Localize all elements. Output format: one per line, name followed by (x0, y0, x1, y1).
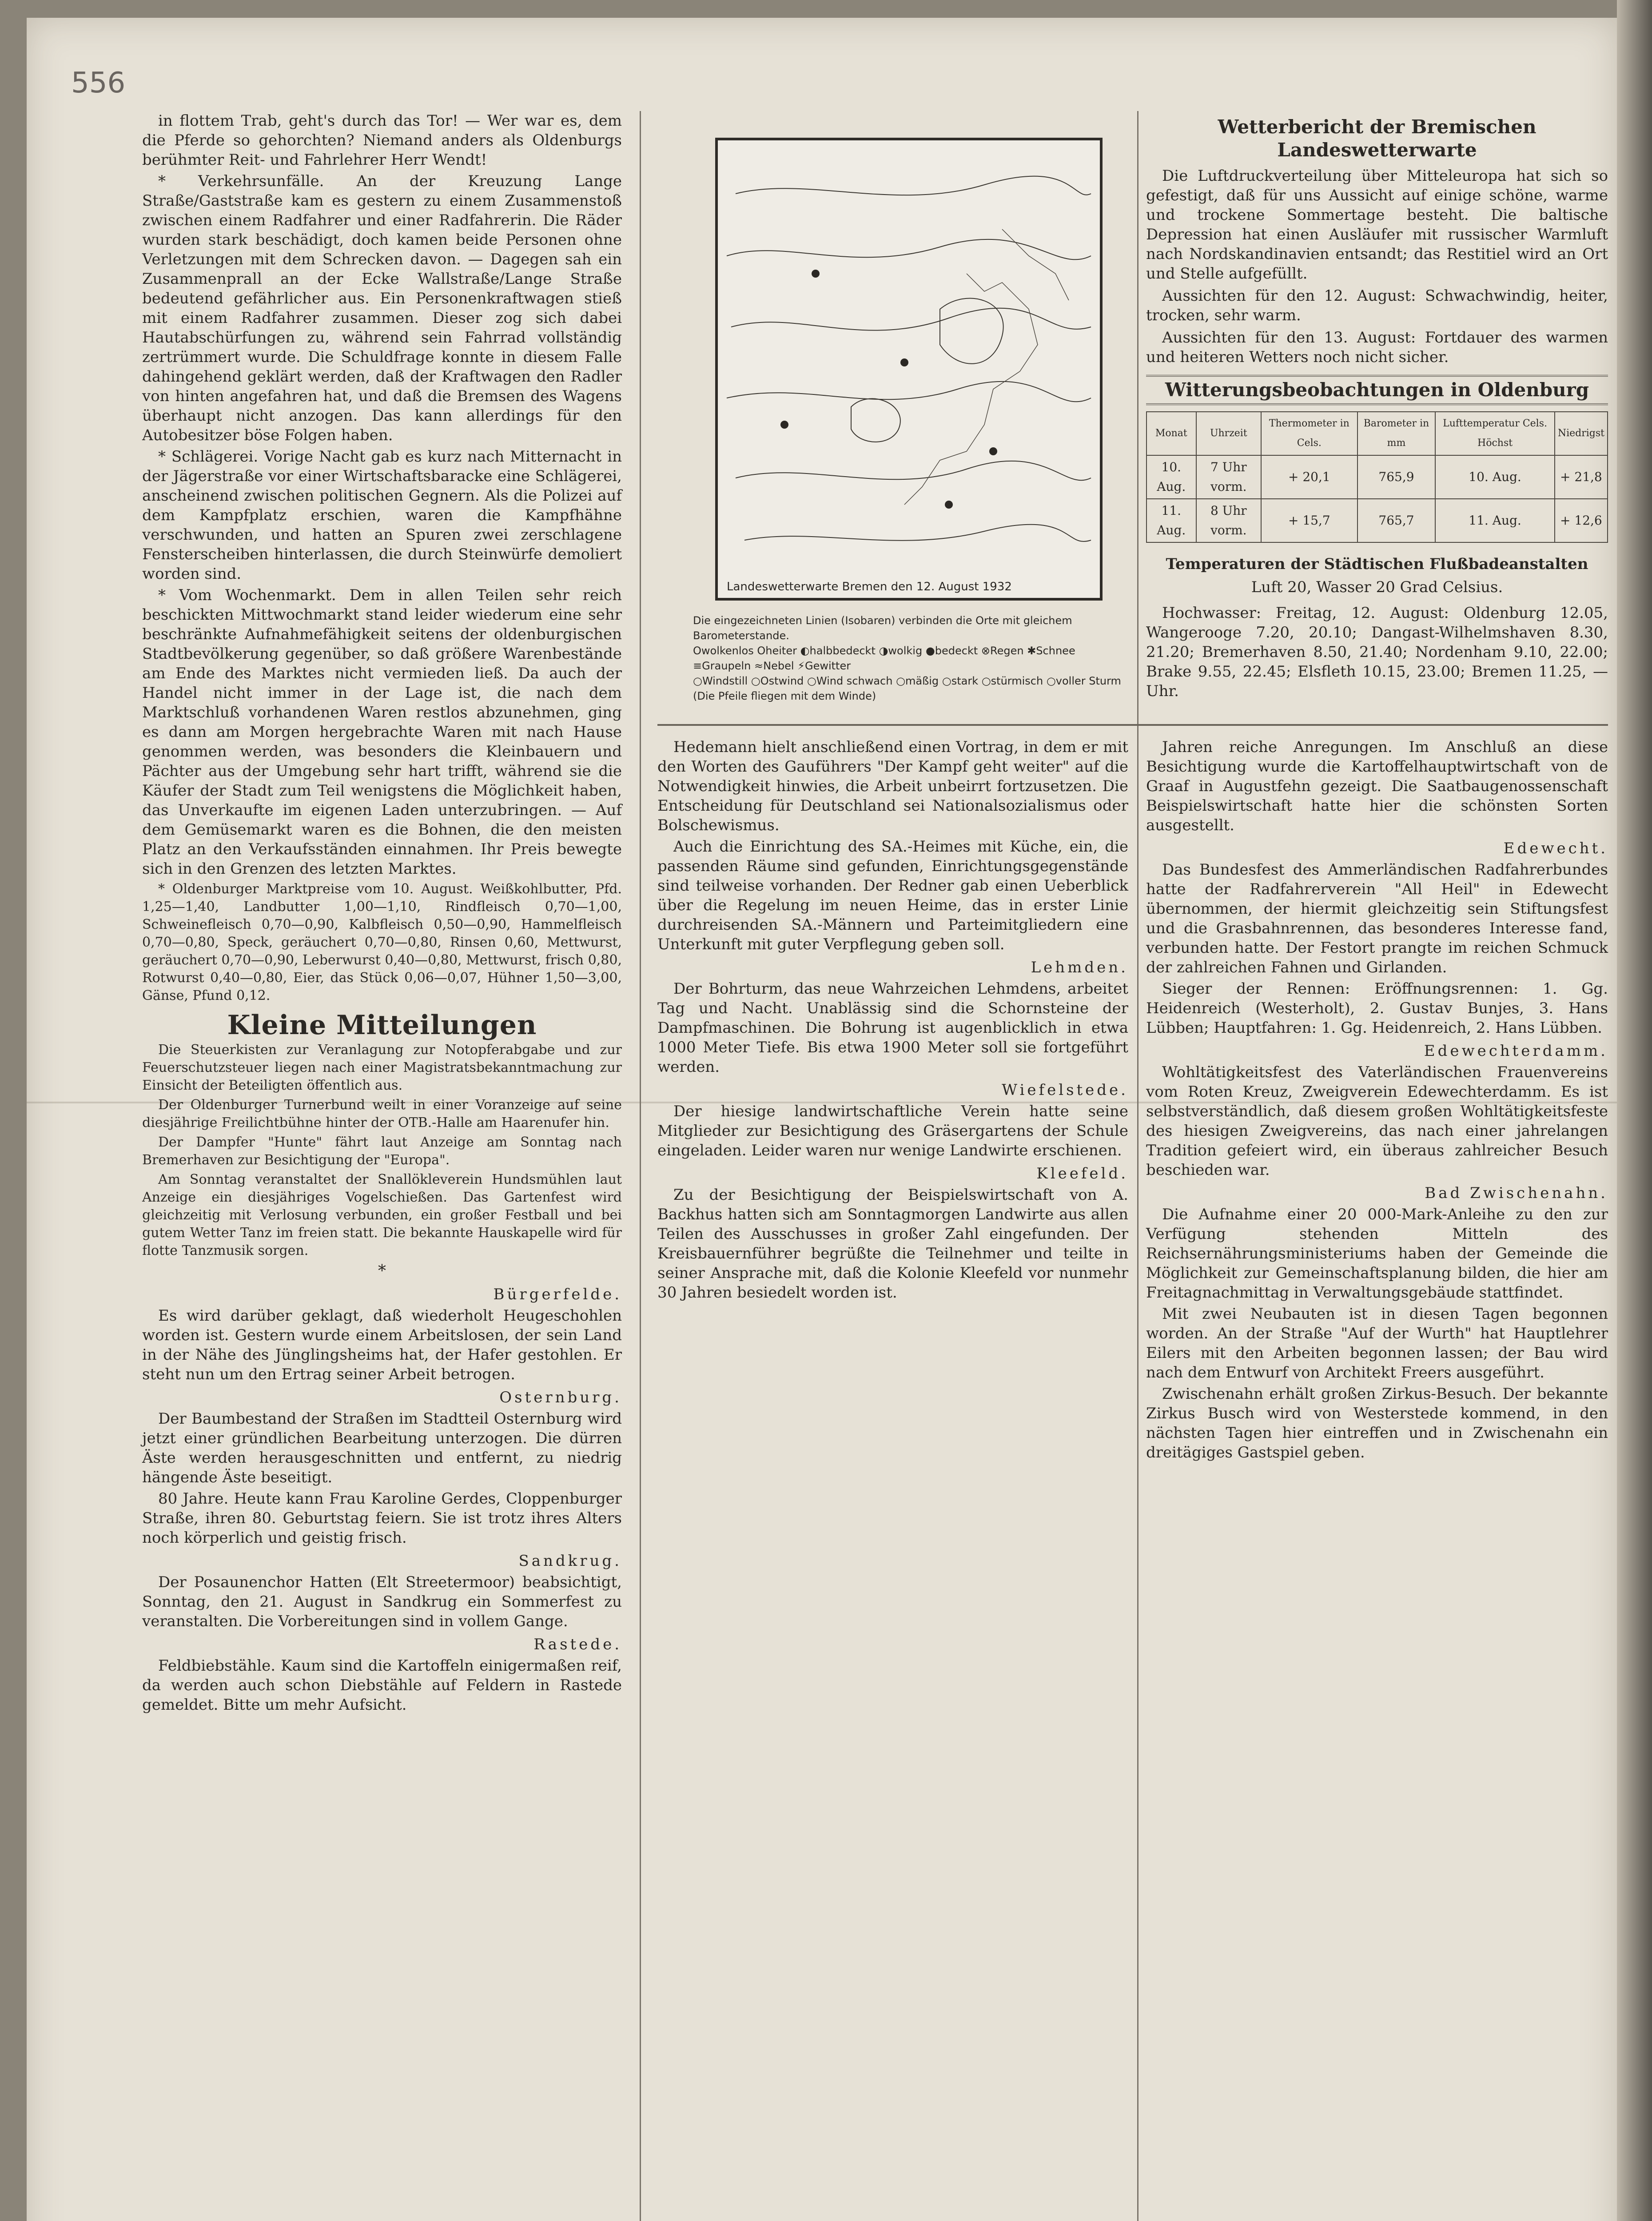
column-3 (1146, 737, 1608, 1464)
paragraph: Hedemann hielt anschließend einen Vortrag, in dem er mit den Worten des Gauführers "Der Kampf geht weiter" auf die Notwendigkeit hinwies, die Arbeit unbeirrt fortzusetzen. Die Entscheidung für Deutschland sei Nationalsozialismus oder Bolschewismus. (657, 738, 1128, 834)
bath-temperature-title: Temperaturen der Städtischen Flußbadeanstalten (1166, 555, 1588, 573)
paragraph: Es wird darüber geklagt, daß wiederholt Heugeschohlen worden ist. Gestern wurde einem Arbeitslosen, der sein Land in der Nähe des Jünglingsheims hat, der Hafer gestohlen. Er steht nun um den Ertrag seiner Arbeit betrogen. (142, 1307, 622, 1383)
legend-title: Die eingezeichneten Linien (Isobaren) verbinden die Orte mit gleichem Barometerstande. (693, 614, 1072, 642)
table-header: Uhrzeit (1196, 412, 1261, 455)
column-1 (142, 111, 622, 1716)
table-cell: 11. Aug. (1435, 499, 1554, 542)
paragraph: Der Dampfer "Hunte" fährt laut Anzeige am Sonntag nach Bremerhaven zur Besichtigung der "Europa". (142, 1134, 622, 1168)
table-cell: + 21,8 (1555, 455, 1608, 499)
legend-weather-symbols: Owolkenlos Oheiter ◐halbbedeckt ◑wolkig ●bedeckt ⊗Regen ✱Schnee ≡Graupeln ≈Nebel ⚡Gewitter (693, 645, 1075, 672)
table-cell: 8 Uhr vorm. (1196, 499, 1261, 542)
paragraph: Der Baumbestand der Straßen im Stadtteil Osternburg wird jetzt einer gründlichen Bearbeitung unterzogen. Die dürren Äste werden herausgeschnitten und entfernt, zu niedrig hängende Äste beseitigt. (142, 1410, 622, 1486)
place-heading: Sandkrug. (518, 1552, 622, 1570)
section-heading: Kleine Mitteilungen (227, 1010, 537, 1041)
table-cell: 7 Uhr vorm. (1196, 455, 1261, 499)
column-rule (640, 111, 641, 2221)
weather-map (715, 138, 1103, 601)
table-cell: 11. Aug. (1146, 499, 1196, 542)
paragraph: Aussichten für den 12. August: Schwachwindig, heiter, trocken, sehr warm. (1146, 287, 1608, 324)
observations-table (1146, 411, 1608, 543)
weather-title: Wetterbericht der Bremischen Landeswetterwarte (1218, 116, 1537, 161)
paragraph: Zu der Besichtigung der Beispielswirtschaft von A. Backhus hatten sich am Sonntagmorgen Landwirte aus allen Teilen des Ausschusses in großer Zahl eingefunden. Der Kreisbauernführer begrüßte die Teilnehmer und teilte in seiner Ansprache mit, daß die Kolonie Kleefeld vor nunmehr 30 Jahren besiedelt worden ist. (657, 1186, 1128, 1302)
paragraph: * Verkehrsunfälle. An der Kreuzung Lange Straße/Gaststraße kam es gestern zu einem Zusammenstoß zwischen einem Radfahrer und einer Radfahrerin. Die Räder wurden stark beschädigt, doch kamen beide Personen ohne Verletzungen mit dem Schrecken davon. — Dagegen sah ein Zusammenprall an der Ecke Wallstraße/Lange Straße bedeutend gefährlicher aus. Ein Personenkraftwagen stieß mit einem Radfahrer zusammen. Dieser zog sich dabei Hautabschürfungen zu, während sein Fahrrad vollständig zertrümmert wurde. Die Schuldfrage konnte in diesem Falle dahingehend geklärt werden, daß der Kraftwagen den Radler von hinten angefahren hat, und daß die Bremsen des Wagens überhaupt nicht anzogen. Das kann allerdings für den Autobesitzer böse Folgen haben. (142, 172, 622, 444)
map-legend (693, 613, 1128, 711)
tide-paragraph: Hochwasser: Freitag, 12. August: Oldenburg 12.05, Wangerooge 7.20, 20.10; Dangast-Wilhelmshaven 8.30, 21.20; Bremerhaven 8.50, 21.40; Nordenham 9.10, 22.00; Brake 9.55, 22.45; Elsfleth 10.15, 23.00; Bremen 11.25, — Uhr. (1146, 604, 1608, 700)
separator-star: * (378, 1262, 386, 1280)
paragraph: Wohltätigkeitsfest des Vaterländischen Frauenvereins vom Roten Kreuz, Zweigverein Edewechterdamm. Es ist selbstverständlich, daß diesem großen Wohltätigkeitsfeste des hiesigen Zweigvereins, das nach einer jahrelangen Tradition gefeiert wird, ein überaus zahlreicher Besuch beschieden war. (1146, 1063, 1608, 1179)
observations-title: Witterungsbeobachtungen in Oldenburg (1146, 375, 1608, 405)
paragraph: Die Luftdruckverteilung über Mitteleuropa hat sich so gefestigt, daß für uns Aussicht auf einige schöne, warme und trockene Sommertage besteht. Die baltische Depression hat einen Ausläufer mit russischer Warmluft nach Nordskandinavien entsandt; das Restitiel wird an Ort und Stelle aufgefüllt. (1146, 167, 1608, 283)
table-header-row (1146, 412, 1608, 455)
table-cell: 10. Aug. (1435, 455, 1554, 499)
bath-temperature-line: Luft 20, Wasser 20 Grad Celsius. (1251, 578, 1503, 596)
place-heading: Edewechterdamm. (1424, 1042, 1608, 1060)
map-caption: Landeswetterwarte Bremen den 12. August 1932 (727, 580, 1012, 593)
table-row (1146, 499, 1608, 542)
place-heading: Lehmden. (1031, 959, 1128, 976)
weather-report (1146, 115, 1608, 704)
paragraph: Jahren reiche Anregungen. Im Anschluß an diese Besichtigung wurde die Kartoffelhauptwirtschaft von de Graaf in Augustfehn gezeigt. Die Saatbaugenossenschaft Beispielswirtschaft hatte hier die schönsten Sorten ausgestellt. (1146, 738, 1608, 834)
paragraph: Aussichten für den 13. August: Fortdauer des warmen und heiteren Wetters noch nicht sicher. (1146, 329, 1608, 366)
paragraph: 80 Jahre. Heute kann Frau Karoline Gerdes, Cloppenburger Straße, ihren 80. Geburtstag feiern. Sie ist trotz ihres Alters noch körperlich und geistig frisch. (142, 1490, 622, 1547)
place-heading: Edewecht. (1503, 840, 1608, 857)
paragraph: Die Steuerkisten zur Veranlagung zur Notopferabgabe und zur Feuerschutzsteuer liegen nach einer Magistratsbekanntmachung zur Einsicht der Beteiligten öffentlich aus. (142, 1042, 622, 1093)
place-heading: Wiefelstede. (1002, 1081, 1128, 1099)
table-header: Niedrigst (1555, 412, 1608, 455)
paragraph: Der Oldenburger Turnerbund weilt in einer Voranzeige auf seine diesjährige Freilichtbühne hinter der OTB.-Halle am Haarenufer hin. (142, 1097, 622, 1130)
place-heading: Osternburg. (499, 1389, 622, 1406)
table-header: Lufttemperatur Cels. Höchst (1435, 412, 1554, 455)
column-rule (1137, 111, 1138, 2221)
paragraph: Der Posaunenchor Hatten (Elt Streetermoor) beabsichtigt, Sonntag, den 21. August in Sandkrug ein Sommerfest zu veranstalten. Die Vorbereitungen sind in vollem Gange. (142, 1573, 622, 1630)
paragraph: Die Aufnahme einer 20 000-Mark-Anleihe zu den zur Verfügung stehenden Mitteln des Reichsernährungsministeriums haben der Gemeinde die Möglichkeit zur Gemeinschaftsplanung bilden, die hier am Freitagnachmittag in Verwaltungsgebäude stattfindet. (1146, 1206, 1608, 1302)
table-cell: + 12,6 (1555, 499, 1608, 542)
paragraph: Mit zwei Neubauten ist in diesen Tagen begonnen worden. An der Straße "Auf der Wurth" hat Hauptlehrer Eilers mit den Arbeiten begonnen lassen; der Bau wird nach dem Entwurf von Architekt Freers ausgeführt. (1146, 1305, 1608, 1381)
table-cell: + 20,1 (1261, 455, 1357, 499)
paragraph: Sieger der Rennen: Eröffnungsrennen: 1. Gg. Heidenreich (Westerholt), 2. Gustav Bunjes, 3. Hans Lübben; Hauptfahren: 1. Gg. Heidenreich, 2. Hans Lübben. (1146, 980, 1608, 1037)
table-header: Barometer in mm (1357, 412, 1436, 455)
paragraph: Zwischenahn erhält großen Zirkus-Besuch. Der bekannte Zirkus Busch wird von Westerstede kommend, in den nächsten Tagen hier eintreffen und in Zwischenahn ein dreitägiges Gastspiel geben. (1146, 1385, 1608, 1461)
paragraph: Auch die Einrichtung des SA.-Heimes mit Küche, ein, die passenden Räume sind gefunden, Einrichtungsgegenstände sind teilweise vorhanden. Der Redner gab einen Ueberblick über die Regelung im neuen Heime, das in erster Linie durchreisenden SA.-Männern und Parteimitgliedern eine Unterkunft mit guter Verpflegung geben soll. (657, 838, 1128, 953)
paragraph: Feldbiebstähle. Kaum sind die Kartoffeln einigermaßen reif, da werden auch schon Diebstähle auf Feldern in Rastede gemeldet. Bitte um mehr Aufsicht. (142, 1657, 622, 1714)
paragraph: Am Sonntag veranstaltet der Snallökleverein Hundsmühlen laut Anzeige ein diesjähriges Vogelschießen. Das Gartenfest wird gleichzeitig mit Verlosung verbunden, ein großer Festball und bei gutem Wetter Tanz im freien statt. Die bekannte Hauskapelle wird für flotte Tanzmusik sorgen. (142, 1172, 622, 1258)
table-row (1146, 455, 1608, 499)
section-rule (657, 724, 1608, 726)
paragraph: Der hiesige landwirtschaftliche Verein hatte seine Mitglieder zur Besichtigung des Gräsergartens der Schule eingeladen. Leider waren nur wenige Landwirte erschienen. (657, 1103, 1128, 1159)
table-cell: + 15,7 (1261, 499, 1357, 542)
table-cell: 10. Aug. (1146, 455, 1196, 499)
place-heading: Kleefeld. (1036, 1165, 1128, 1182)
place-heading: Bürgerfelde. (493, 1286, 622, 1303)
table-header: Monat (1146, 412, 1196, 455)
page-edge-shadow (1617, 0, 1652, 2221)
table-cell: 765,7 (1357, 499, 1436, 542)
paragraph: * Oldenburger Marktpreise vom 10. August. Weißkohlbutter, Pfd. 1,25—1,40, Landbutter 1,00—1,10, Rindfleisch 0,70—1,00, Schweinefleisch 0,70—0,90, Kalbfleisch 0,50—0,90, Hammelfleisch 0,70—0,80, Speck, geräuchert 0,70—0,80, Rinsen 0,60, Mettwurst, geräuchert 0,70—0,90, Leberwurst 0,40—0,80, Mettwurst, frisch 0,80, Rotwurst 0,40—0,80, Eier, das Stück 0,06—0,07, Hühner 1,50—3,00, Gänse, Pfund 0,12. (142, 881, 622, 1003)
table-header: Thermometer in Cels. (1261, 412, 1357, 455)
paragraph: * Schlägerei. Vorige Nacht gab es kurz nach Mitternacht in der Jägerstraße vor einer Wirtschaftsbaracke eine Schlägerei, anscheinend zwischen politischen Gegnern. Als die Polizei auf dem Kampfplatz erschien, waren die Kampfhähne verschwunden, und hatten an Spuren zwei zerschlagene Fensterscheiben hinterlassen, die durch Steinwürfe demoliert worden sind. (142, 448, 622, 583)
page-number: 556 (71, 67, 126, 100)
paragraph: Der Bohrturm, das neue Wahrzeichen Lehmdens, arbeitet Tag und Nacht. Unablässig sind die Schornsteine der Dampfmaschinen. Die Bohrung ist augenblicklich in etwa 1000 Meter Tiefe. Bis etwa 1900 Meter soll sie fortgeführt werden. (657, 980, 1128, 1076)
place-heading: Bad Zwischenahn. (1425, 1184, 1608, 1202)
column-2 (657, 737, 1128, 1304)
legend-wind-symbols: ○Windstill ○Ostwind ○Wind schwach ○mäßig ○stark ○stürmisch ○voller Sturm (Die Pfeile fliegen mit dem Winde) (693, 675, 1121, 702)
paragraph: * Vom Wochenmarkt. Dem in allen Teilen sehr reich beschickten Mittwochmarkt stand leider wiederum eine sehr beschränkte Aufnahmefähigkeit seitens der oldenburgischen Stadtbevölkerung gegenüber, so daß größere Warenbestände am Ende des Marktes nicht vermieden ließ. Da auch der Handel nicht immer in der Lage ist, die nach dem Marktschluß vorhandenen Waren restlos abzunehmen, ging es dann am Morgen hergebrachte Waren mit nach Hause genommen werden, was besonders die Kleinbauern und Pächter aus der Umgebung sehr hart trifft, während sie die Käufer der Stadt zum Teil wenigstens die Möglichkeit haben, das Unverkaufte im eigenen Laden unterzubringen. — Auf dem Gemüsemarkt waren es die Bohnen, die den meisten Platz an den Verkaufsständen einnahmen. Ihr Preis bewegte sich in den Grenzen des letzten Marktes. (142, 586, 622, 878)
paragraph: in flottem Trab, geht's durch das Tor! — Wer war es, dem die Pferde so gehorchten? Niemand anders als Oldenburgs berühmter Reit- und Fahrlehrer Herr Wendt! (142, 112, 622, 169)
weather-map-drawing (718, 140, 1095, 593)
place-heading: Rastede. (533, 1636, 622, 1653)
table-cell: 765,9 (1357, 455, 1436, 499)
paragraph: Das Bundesfest des Ammerländischen Radfahrerbundes hatte der Radfahrerverein "All Heil" in Edewecht übernommen, der hiermit gleichzeitig sein Stiftungsfest und die Grasbahnrennen, das besonderes Interesse fand, verbunden hatte. Der Festort prangte im reichen Schmuck der zahlreichen Fahnen und Girlanden. (1146, 861, 1608, 976)
